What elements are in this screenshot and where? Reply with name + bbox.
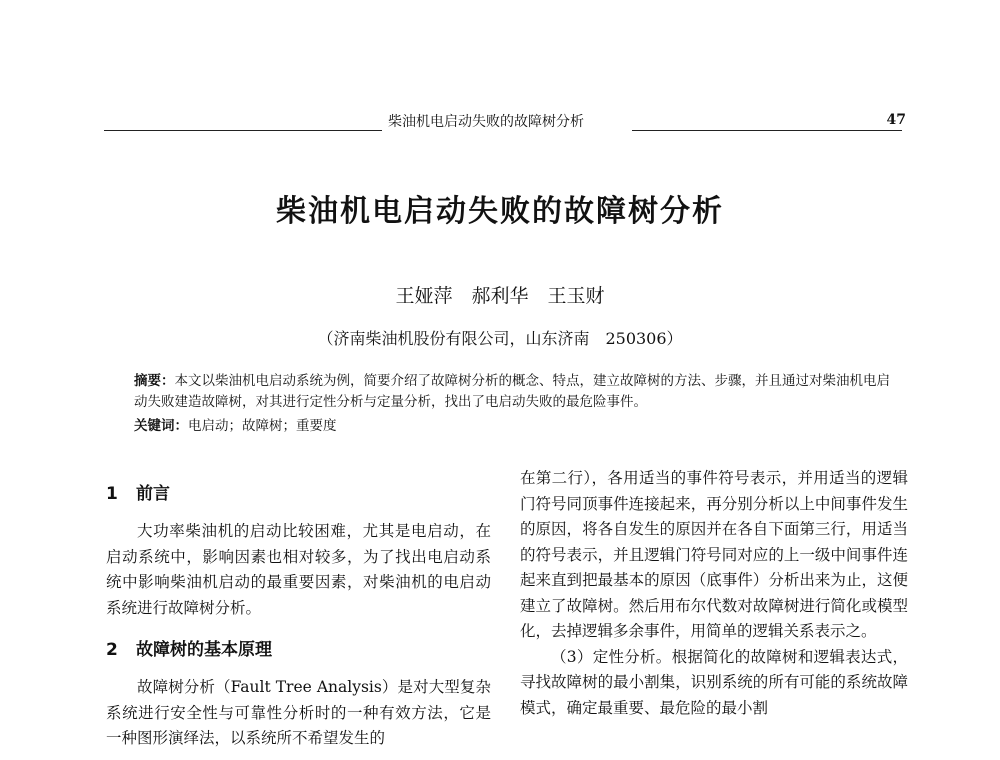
authors: 王娅萍 郝利华 王玉财 [395, 285, 605, 307]
section-heading-1 [106, 479, 491, 519]
header-rule-left [104, 130, 382, 131]
right-paragraph-2: （3）定性分析。根据简化的故障树和逻辑表达式，寻找故障树的最小割集，识别系统的所有可能的系统故障模式，确定最重要、最危险的最小割 [520, 647, 908, 717]
header-rule-right [632, 130, 902, 131]
abstract [134, 371, 894, 413]
right-column [520, 466, 908, 721]
section-paragraph-1: 大功率柴油机的启动比较困难，尤其是电启动，在启动系统中，影响因素也相对较多，为了找出电启动系统中影响柴油机启动的最重要因素，对柴油机的电启动系统进行故障树分析。 [106, 522, 491, 617]
section-paragraph-2: 故障树分析（Fault Tree Analysis）是对大型复杂系统进行安全性与可靠性分析时的一种有效方法，它是一种图形演绎法，以系统所不希望发生的 [106, 678, 491, 747]
section-heading-2 [106, 635, 491, 675]
affiliation: （济南柴油机股份有限公司，山东济南 250306） [317, 329, 683, 348]
keywords-label: 关键词： [134, 418, 188, 434]
page-number: 47 [886, 112, 906, 128]
section-number-2: 2 [106, 640, 118, 660]
section-number-1: 1 [106, 484, 118, 504]
section-title-2: 故障树的基本原理 [136, 640, 272, 660]
left-column [106, 479, 491, 752]
keywords-text: 电启动；故障树；重要度 [188, 418, 337, 434]
abstract-text: 本文以柴油机电启动系统为例，简要介绍了故障树分析的概念、特点，建立故障树的方法、步骤，并且通过对柴油机电启动失败建造故障树，对其进行定性分析与定量分析，找出了电启动失败的最危险事件。 [134, 373, 890, 410]
running-title: 柴油机电启动失败的故障树分析 [388, 114, 584, 130]
abstract-label: 摘要： [134, 373, 175, 389]
paper-title: 柴油机电启动失败的故障树分析 [276, 194, 724, 229]
keywords [134, 416, 894, 437]
right-paragraph-1: 在第二行），各用适当的事件符号表示，并用适当的逻辑门符号同顶事件连接起来，再分别分析以上中间事件发生的原因，将各自发生的原因并在各自下面第三行，用适当的符号表示，并且逻辑门符号同对应的上一级中间事件连起来直到把最基本的原因（底事件）分析出来为止，这便建立了故障树。然后用布尔代数对故障树进行简化或模型化，去掉逻辑多余事件，用简单的逻辑关系表示之。 [520, 469, 908, 640]
section-title-1: 前言 [136, 484, 170, 504]
